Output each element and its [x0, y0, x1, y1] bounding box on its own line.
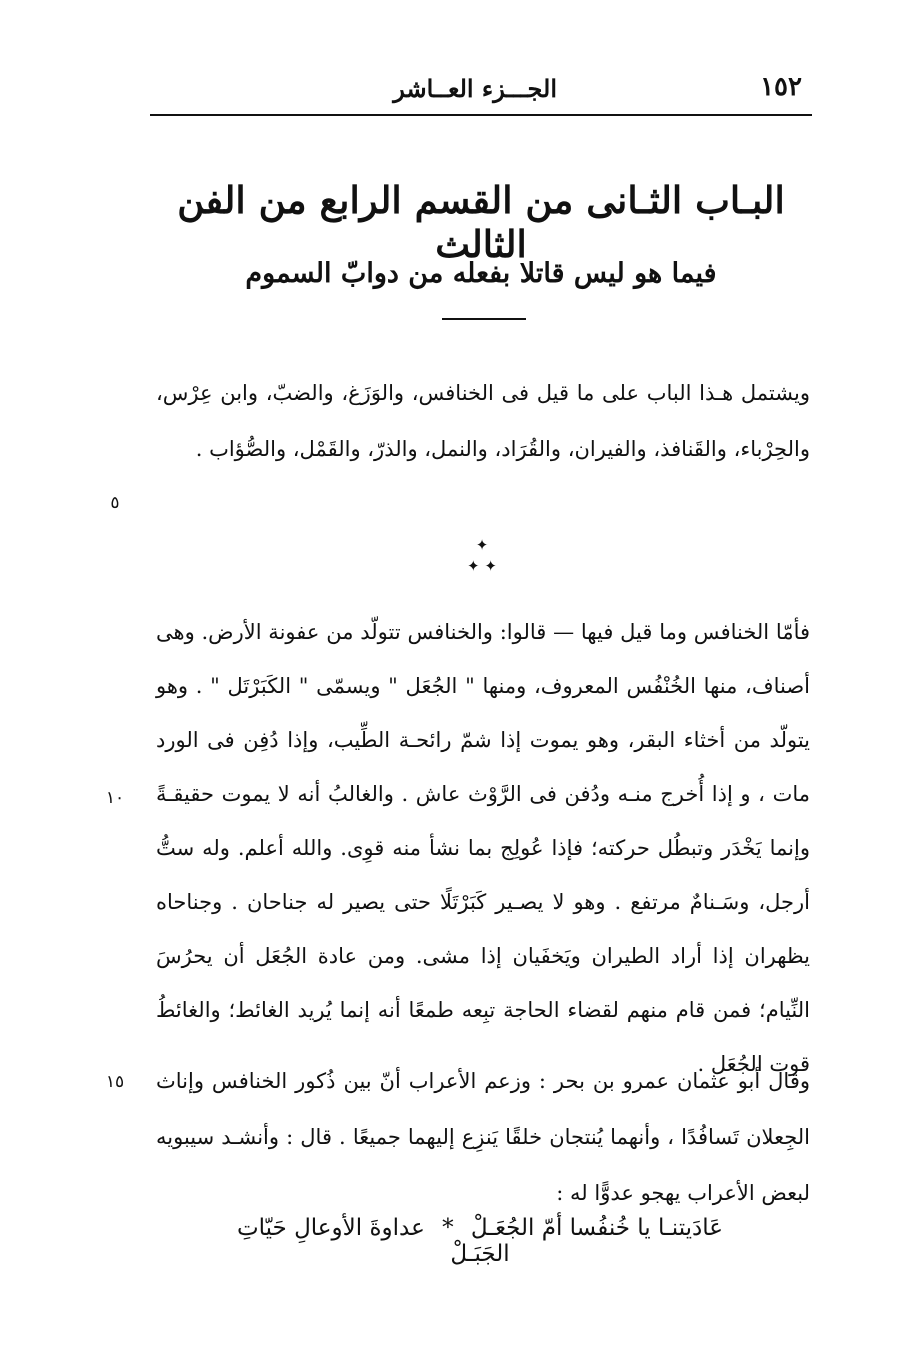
title-rule	[442, 318, 526, 320]
chapter-subtitle: فيما هو ليس قاتلا بفعله من دوابّ السموم	[245, 258, 717, 289]
verse-separator: *	[442, 1215, 454, 1241]
line-number-5: ٥	[110, 493, 120, 513]
chapter-title: البـاب الثـانى من القسم الرابع من الفن الثالث	[177, 178, 785, 266]
ornament-top: ✦	[475, 536, 489, 554]
section-paragraph: فأمّا الخنافس وما قيل فيها — قالوا: والخنافس تتولّد من عفونة الأرض. وهى أصناف، منها الخُنْفُس المعروف، ومنها " الجُعَل " ويسمّى " الكَبَرْتَل " . وهو يتولّد من أخثاء البقر، وهو يموت إذا شمّ رائحـة الطِّيب، وإذا دُفِن فى الورد مات ، و إذا أُخرج منـه ودُفن فى الرَّوْث عاش . والغالبُ أنه لا يموت حقيقـةً وإنما يَخْدَر وتبطُل حركته؛ فإذا عُولِج بما نشأ منه قوِى. والله أعلم. وله ستُّ أرجل، وسَـنامٌ مرتفع . وهو لا يصـير كَبَرْتَلًا حتى يصير له جناحان . وجناحاه يظهران إذا أراد الطيران ويَخفَيان إذا مشى. ومن عادة الجُعَل أن يحرُسَ النِّيام؛ فمن قام منهم لقضاء الحاجة تبِعه طمعًا أنه إنما يُريد الغائط؛ والغائطُ قوت الجُعَل .	[156, 620, 810, 1076]
poetry-verse	[220, 1215, 740, 1267]
line-number-15: ١٥	[105, 1072, 125, 1092]
section-ornament	[452, 538, 512, 580]
quote-paragraph: وقال أبو عثمان عمرو بن بحر : وزعم الأعراب أنّ بين ذُكور الخنافس وإناث الجِعلان تَسافُدًا ، وأنهما يُنتجان خلقًا يَنزِع إليهما جميعًا . قال : وأنشـد سيبويه لبعض الأعراب يهجو عدوًّا له :	[156, 1069, 810, 1205]
page-header	[150, 60, 812, 116]
header-rule	[150, 114, 812, 116]
verse-second-hemistich: عداوةَ الأوعالِ حَيّاتِ الجَبَـلْ	[236, 1215, 510, 1267]
page-number: ١٥٢	[760, 72, 802, 102]
line-number-10: ١٠	[105, 788, 125, 808]
verse-first-hemistich: عَادَيتنـا يا خُنفُسا أمّ الجُعَـلْ	[470, 1215, 724, 1241]
intro-paragraph: ويشتمل هـذا الباب على ما قيل فى الخنافس، والوَزَغ، والضبّ، وابن عِرْس، والحِرْباء، والقَنافذ، والفيران، والقُرَاد، والنمل، والذرّ، والقَمْل، والصُّؤاب .	[156, 381, 810, 461]
ornament-bottom: ✦ ✦	[467, 557, 497, 575]
running-head: الجـــزء العــاشر	[393, 74, 557, 103]
